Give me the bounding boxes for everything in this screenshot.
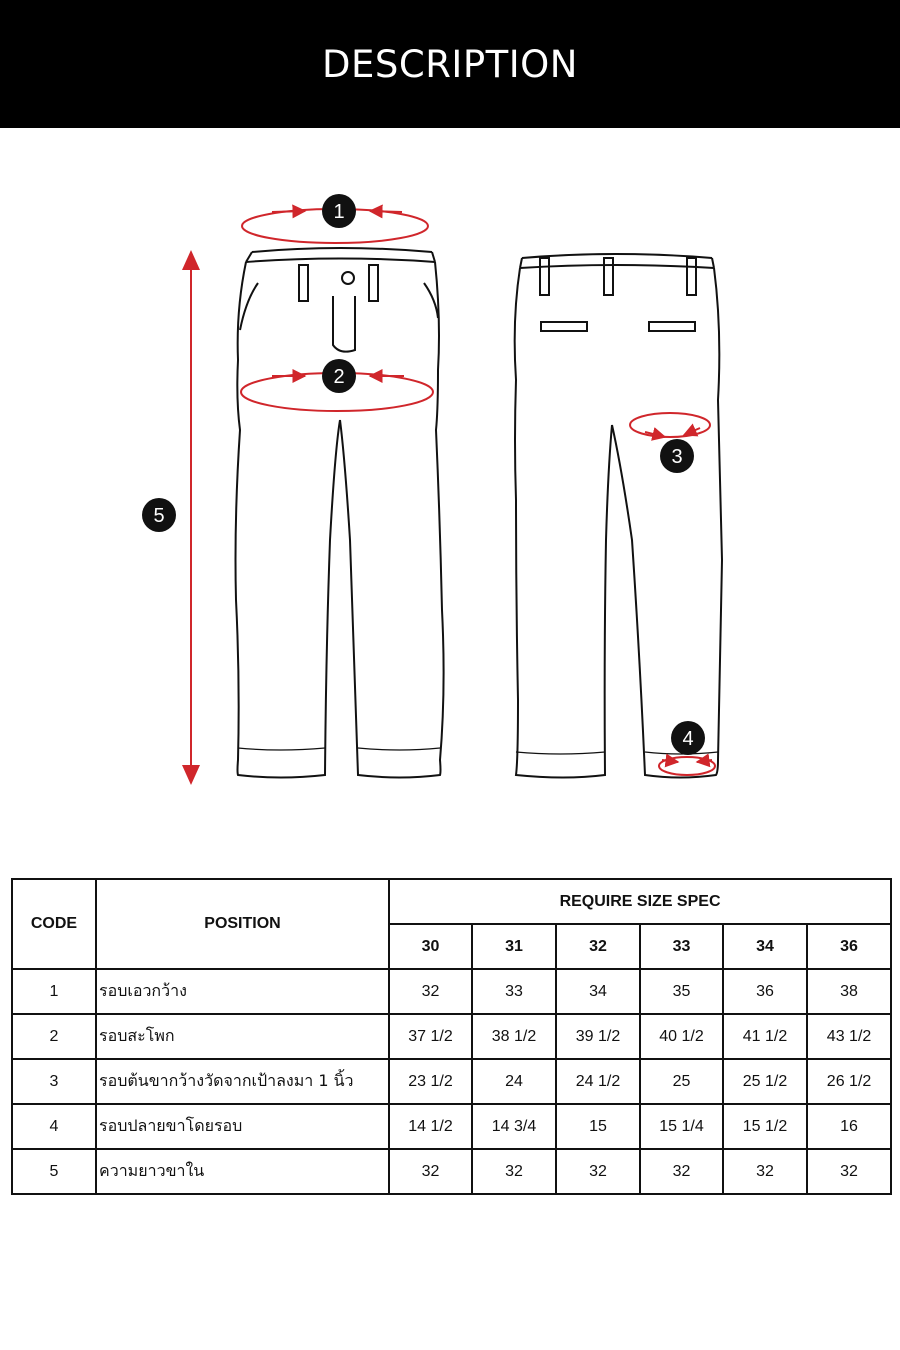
position-cell: รอบต้นขากว้างวัดจากเป้าลงมา 1 นิ้ว	[96, 1059, 389, 1104]
code-header: CODE	[12, 879, 96, 969]
size-header: 31	[472, 924, 556, 969]
position-header: POSITION	[96, 879, 389, 969]
position-cell: รอบเอวกว้าง	[96, 969, 389, 1014]
table-row	[12, 1149, 891, 1194]
value-cell: 32	[472, 1149, 556, 1194]
value-cell: 14 3/4	[472, 1104, 556, 1149]
code-cell: 2	[12, 1014, 96, 1059]
position-cell: รอบปลายขาโดยรอบ	[96, 1104, 389, 1149]
header-banner	[0, 0, 900, 128]
table-row	[12, 1014, 891, 1059]
value-cell: 32	[389, 1149, 472, 1194]
size-spec-table	[11, 878, 892, 1195]
table-row	[12, 969, 891, 1014]
value-cell: 43 1/2	[807, 1014, 891, 1059]
svg-text:2: 2	[333, 366, 345, 388]
marker-3	[660, 439, 694, 473]
leg-opening-measure-arrow	[659, 757, 715, 775]
marker-4	[671, 721, 705, 755]
front-pants-drawing	[236, 248, 444, 778]
value-cell: 37 1/2	[389, 1014, 472, 1059]
size-header: 33	[640, 924, 723, 969]
size-header: 36	[807, 924, 891, 969]
svg-text:5: 5	[153, 505, 165, 527]
value-cell: 24	[472, 1059, 556, 1104]
value-cell: 32	[640, 1149, 723, 1194]
svg-text:1: 1	[333, 201, 345, 223]
svg-text:3: 3	[671, 446, 683, 468]
value-cell: 32	[556, 1149, 640, 1194]
value-cell: 15 1/4	[640, 1104, 723, 1149]
value-cell: 25	[640, 1059, 723, 1104]
value-cell: 38 1/2	[472, 1014, 556, 1059]
value-cell: 26 1/2	[807, 1059, 891, 1104]
value-cell: 35	[640, 969, 723, 1014]
code-cell: 3	[12, 1059, 96, 1104]
value-cell: 15 1/2	[723, 1104, 807, 1149]
position-cell: รอบสะโพก	[96, 1014, 389, 1059]
code-cell: 1	[12, 969, 96, 1014]
value-cell: 39 1/2	[556, 1014, 640, 1059]
value-cell: 32	[807, 1149, 891, 1194]
code-cell: 5	[12, 1149, 96, 1194]
code-cell: 4	[12, 1104, 96, 1149]
value-cell: 34	[556, 969, 640, 1014]
inseam-measure-arrow	[182, 250, 200, 785]
page-title: DESCRIPTION	[322, 42, 578, 86]
value-cell: 38	[807, 969, 891, 1014]
marker-5	[142, 498, 176, 532]
svg-text:4: 4	[682, 728, 694, 750]
value-cell: 15	[556, 1104, 640, 1149]
size-header: 34	[723, 924, 807, 969]
value-cell: 24 1/2	[556, 1059, 640, 1104]
back-pants-drawing	[515, 254, 722, 778]
value-cell: 33	[472, 969, 556, 1014]
marker-2	[322, 359, 356, 393]
marker-1	[322, 194, 356, 228]
table-row	[12, 1059, 891, 1104]
value-cell: 14 1/2	[389, 1104, 472, 1149]
value-cell: 32	[723, 1149, 807, 1194]
pants-measurement-diagram	[0, 128, 900, 848]
value-cell: 32	[389, 969, 472, 1014]
require-size-spec-header: REQUIRE SIZE SPEC	[389, 879, 891, 924]
size-header: 32	[556, 924, 640, 969]
table-row	[12, 1104, 891, 1149]
value-cell: 41 1/2	[723, 1014, 807, 1059]
value-cell: 40 1/2	[640, 1014, 723, 1059]
thigh-measure-arrow	[630, 413, 710, 437]
value-cell: 36	[723, 969, 807, 1014]
size-header: 30	[389, 924, 472, 969]
value-cell: 23 1/2	[389, 1059, 472, 1104]
value-cell: 16	[807, 1104, 891, 1149]
position-cell: ความยาวขาใน	[96, 1149, 389, 1194]
value-cell: 25 1/2	[723, 1059, 807, 1104]
